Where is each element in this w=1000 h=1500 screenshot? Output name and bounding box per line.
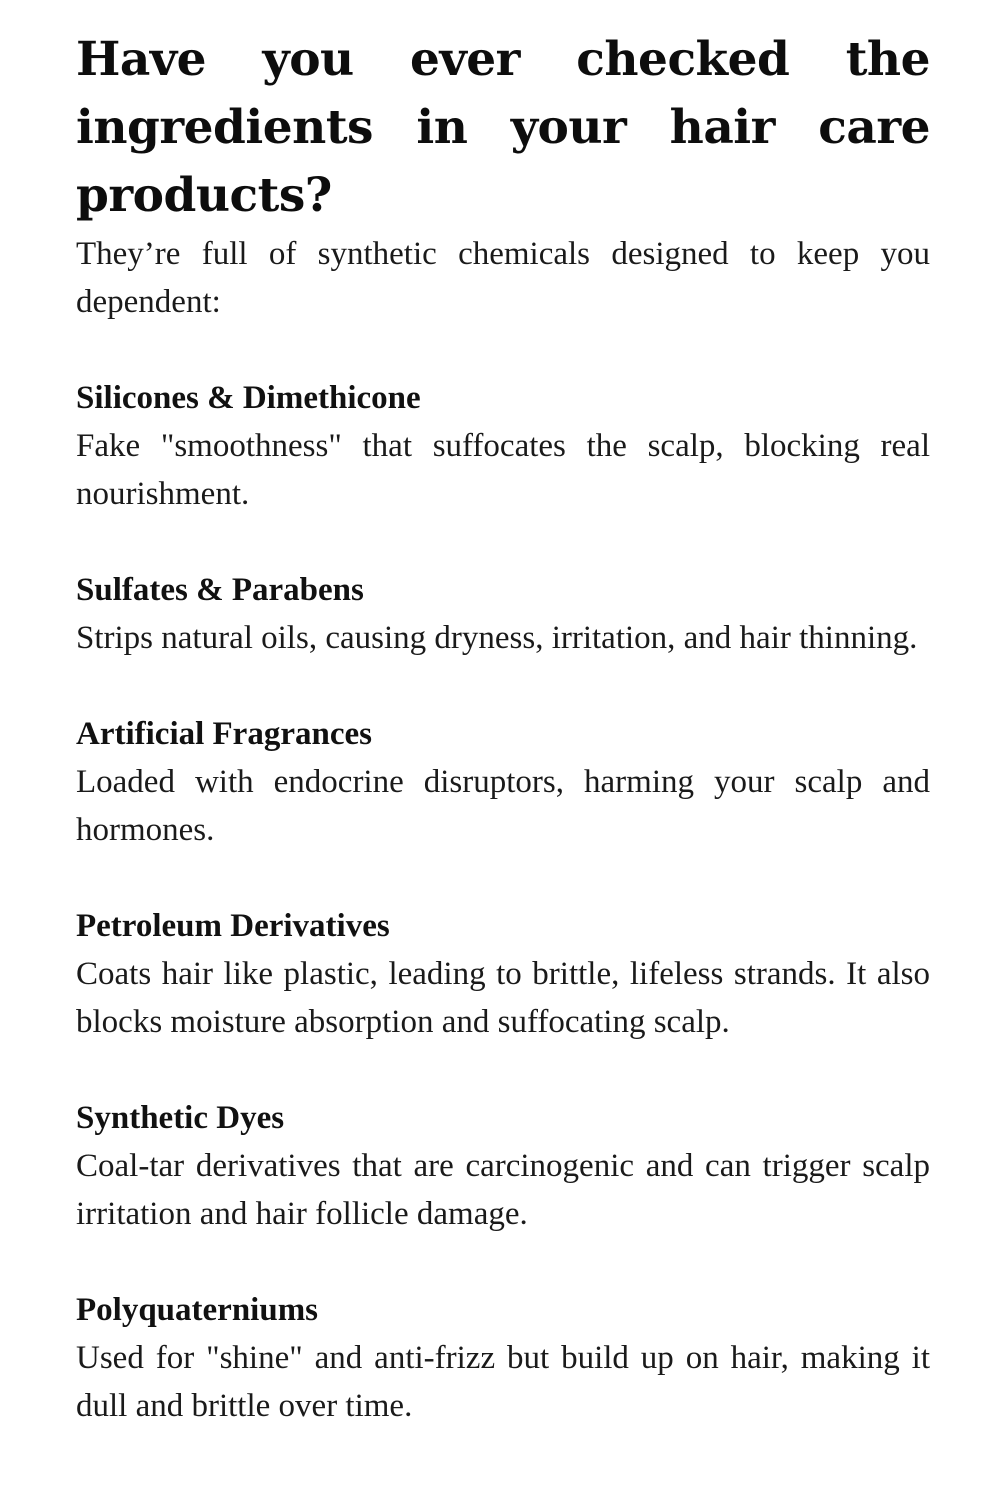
ingredient-item-fragrances — [76, 710, 930, 854]
ingredient-item-silicones — [76, 374, 930, 518]
ingredient-item-sulfates — [76, 566, 930, 662]
ingredient-item-petroleum — [76, 902, 930, 1046]
ingredient-description: Used for "shine" and anti-frizz but build up on hair, making it dull and brittle over time. — [76, 1340, 930, 1424]
ingredient-item-polyquaterniums — [76, 1286, 930, 1430]
ingredient-name: Sulfates & Parabens — [76, 572, 364, 608]
ingredient-description: Loaded with endocrine disruptors, harming your scalp and hormones. — [76, 764, 930, 848]
ingredient-description: Fake "smoothness" that suffocates the scalp, blocking real nourishment. — [76, 428, 930, 512]
article-intro: They’re full of synthetic chemicals designed to keep you dependent: — [76, 236, 930, 320]
ingredient-name: Silicones & Dimethicone — [76, 380, 421, 416]
article-headline: Have you ever checked the ingredients in your hair care products? — [76, 32, 930, 223]
ingredient-name: Synthetic Dyes — [76, 1100, 285, 1136]
ingredient-description: Coal-tar derivatives that are carcinogenic and can trigger scalp irritation and hair follicle damage. — [76, 1148, 930, 1232]
ingredient-item-dyes — [76, 1094, 930, 1238]
ingredient-list — [76, 374, 930, 1430]
ingredient-description: Strips natural oils, causing dryness, irritation, and hair thinning. — [76, 620, 918, 656]
ingredient-name: Petroleum Derivatives — [76, 908, 390, 944]
ingredient-name: Artificial Fragrances — [76, 716, 372, 752]
ingredient-name: Polyquaterniums — [76, 1292, 319, 1328]
ingredient-description: Coats hair like plastic, leading to brittle, lifeless strands. It also blocks moisture absorption and suffocating scalp. — [76, 956, 930, 1040]
